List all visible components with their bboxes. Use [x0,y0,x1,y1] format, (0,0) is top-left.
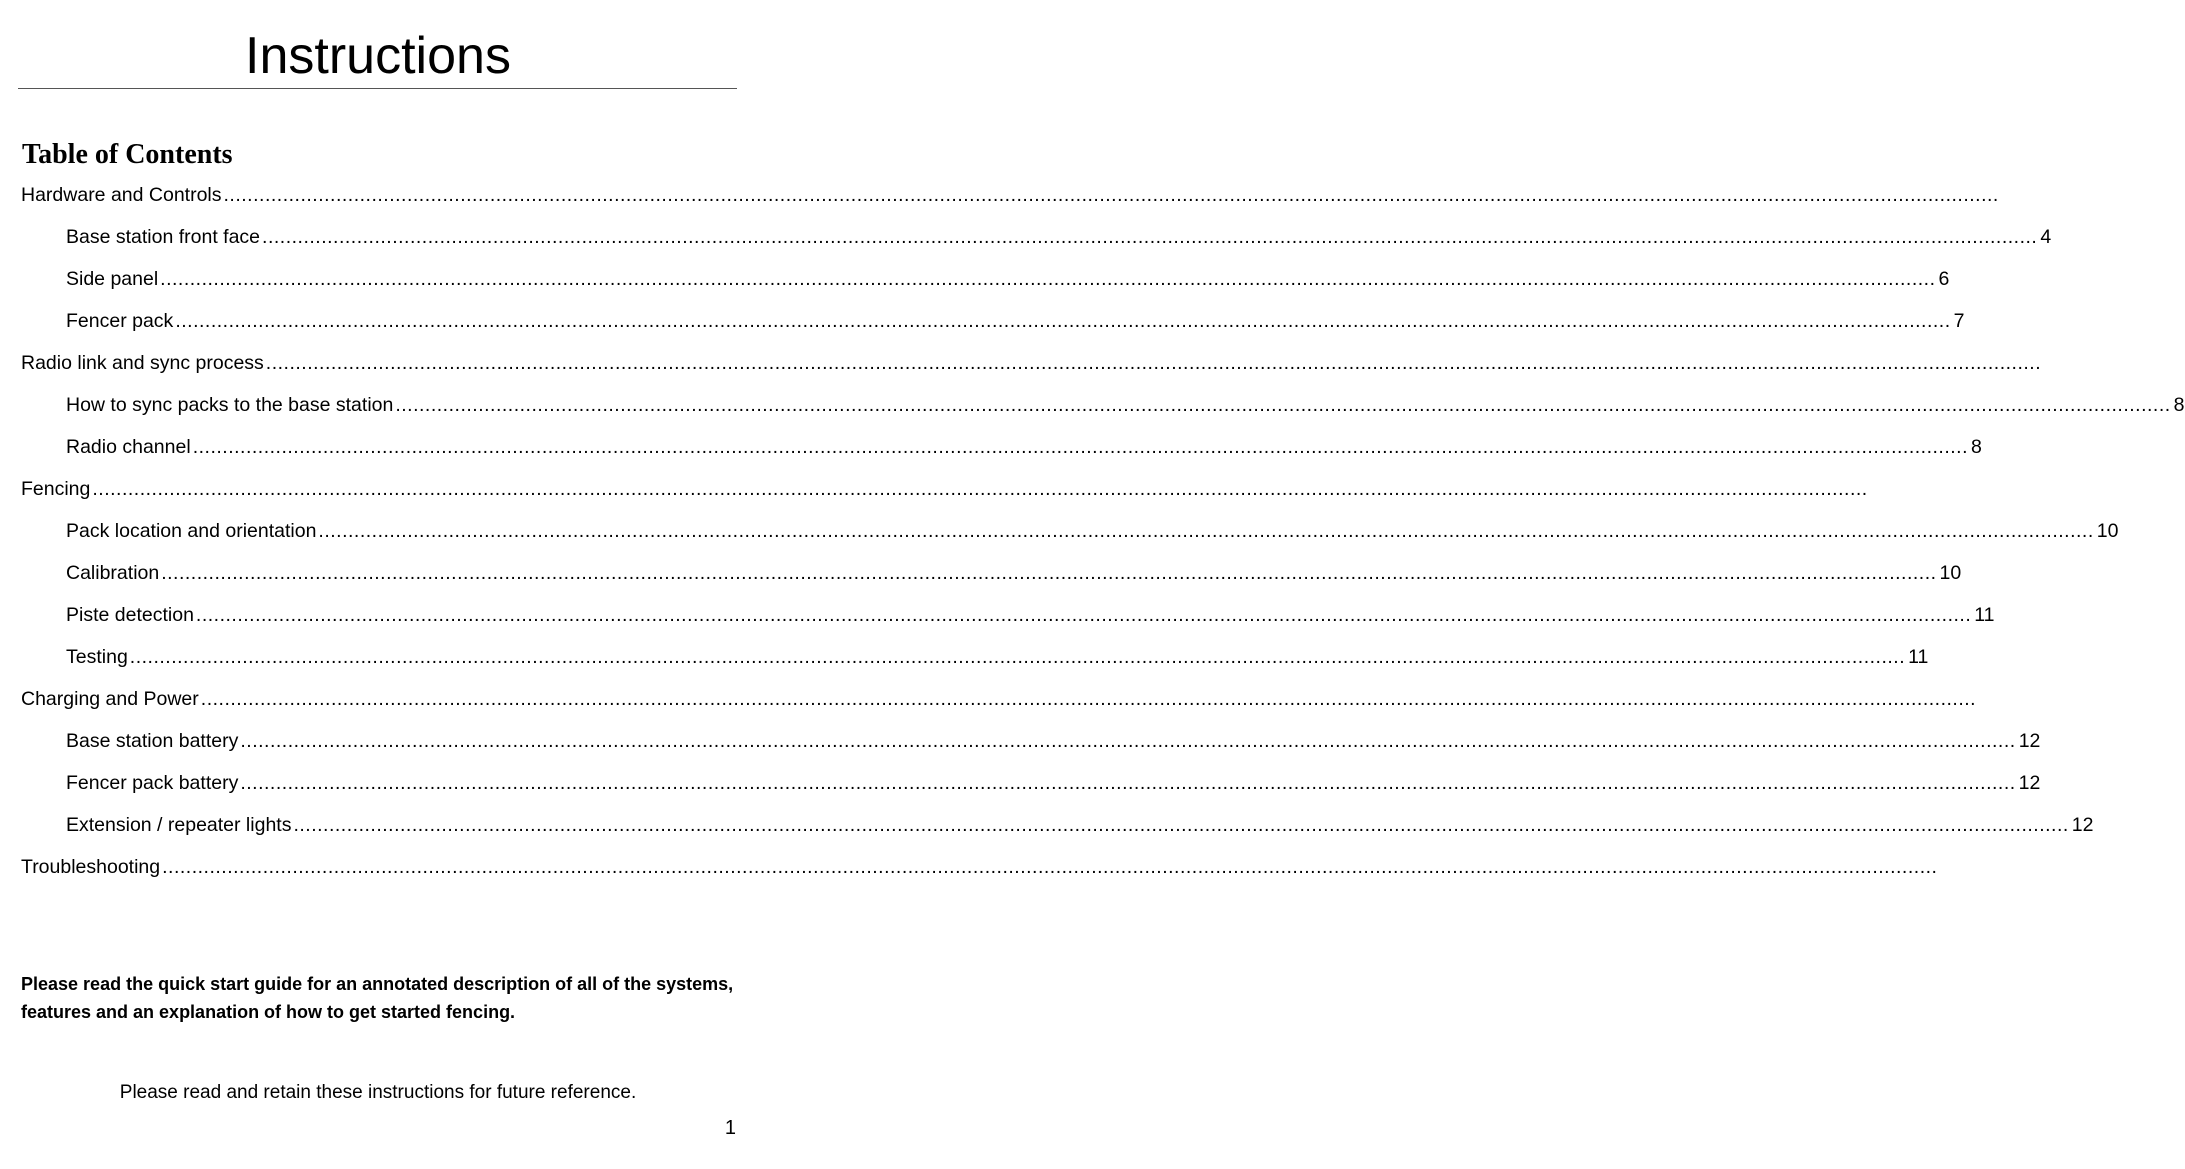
toc-entry-page: 11 [1974,603,1995,626]
toc-entry-label: How to sync packs to the base station [66,393,394,416]
toc-entry[interactable] [0,258,1950,300]
toc-entry[interactable] [0,174,1999,216]
toc-entry[interactable] [0,594,1995,636]
toc-dot-leader: ............................................................................................................................................................................................................................................................................................................ [195,603,1972,626]
toc-entry-label: Pack location and orientation [66,519,317,542]
toc-entry-page: 4 [2040,225,2052,248]
toc-entry[interactable] [0,762,2041,804]
toc-dot-leader: ............................................................................................................................................................................................................................................................................................................ [265,351,2042,374]
toc-entry[interactable] [0,720,2041,762]
toc-entry-label: Base station front face [66,225,261,248]
toc-entry-page: 7 [1953,309,1965,332]
toc-entry-label: Calibration [66,561,160,584]
toc-entry-page: 10 [2096,519,2119,542]
toc-entry-label: Fencer pack battery [66,771,239,794]
toc-entry-label: Charging and Power [21,687,199,710]
toc-entry-page: 12 [2018,729,2041,752]
toc-entry-label: Base station battery [66,729,239,752]
toc-entry-label: Piste detection [66,603,194,626]
title-divider [18,88,737,89]
toc-dot-leader: ............................................................................................................................................................................................................................................................................................................ [92,477,1868,500]
toc-entry-label: Fencer pack [66,309,174,332]
toc-entry[interactable] [0,636,1929,678]
toc-entry-label: Hardware and Controls [21,183,222,206]
toc-dot-leader: ............................................................................................................................................................................................................................................................................................................ [240,771,2016,794]
toc-entry[interactable] [0,552,1962,594]
toc-entry[interactable] [0,216,2052,258]
toc-entry-page: 10 [1939,561,1962,584]
toc-dot-leader: ............................................................................................................................................................................................................................................................................................................ [262,225,2038,248]
toc-entry-page: 6 [1938,267,1950,290]
toc-entry[interactable] [0,300,1965,342]
toc-entry[interactable] [0,846,1938,888]
toc-entry-label: Troubleshooting [21,855,161,878]
toc-entry-page: 12 [2018,771,2041,794]
toc-entry-label: Testing [66,645,128,668]
toc-heading: Table of Contents [22,139,233,170]
toc-dot-leader: ............................................................................................................................................................................................................................................................................................................ [192,435,1969,458]
toc-entry[interactable] [0,468,1868,510]
toc-dot-leader: ............................................................................................................................................................................................................................................................................................................ [175,309,1951,332]
toc-dot-leader: ............................................................................................................................................................................................................................................................................................................ [318,519,2094,542]
toc-entry[interactable] [0,342,2042,384]
toc-entry-page: 12 [2071,813,2094,836]
toc-dot-leader: ............................................................................................................................................................................................................................................................................................................ [395,393,2171,416]
table-of-contents [0,174,2185,888]
page-title: Instructions [245,27,511,85]
quick-start-notice: Please read the quick start guide for an annotated description of all of the systems, features and an explanation of how to get started fencing. [21,974,734,1022]
toc-entry[interactable] [0,804,2094,846]
toc-dot-leader: ............................................................................................................................................................................................................................................................................................................ [162,855,1938,878]
toc-entry[interactable] [0,678,1977,720]
toc-dot-leader: ............................................................................................................................................................................................................................................................................................................ [129,645,1906,668]
toc-dot-leader: ............................................................................................................................................................................................................................................................................................................ [161,561,1937,584]
toc-entry-label: Extension / repeater lights [66,813,292,836]
toc-entry-page: 8 [1971,435,1982,458]
toc-entry[interactable] [0,426,1982,468]
toc-dot-leader: ............................................................................................................................................................................................................................................................................................................ [293,813,2069,836]
toc-entry-label: Radio link and sync process [21,351,264,374]
toc-entry[interactable] [0,384,2185,426]
toc-entry-label: Radio channel [66,435,191,458]
page-number: 1 [724,1117,736,1139]
toc-entry-label: Fencing [21,477,91,500]
toc-entry[interactable] [0,510,2119,552]
toc-dot-leader: ............................................................................................................................................................................................................................................................................................................ [240,729,2016,752]
retain-instructions-note: Please read and retain these instructions for future reference. [119,1082,637,1103]
toc-entry-page: 8 [2173,393,2185,416]
toc-dot-leader: ............................................................................................................................................................................................................................................................................................................ [160,267,1936,290]
toc-entry-label: Side panel [66,267,159,290]
toc-dot-leader: ............................................................................................................................................................................................................................................................................................................ [223,183,1999,206]
toc-entry-page: 11 [1908,645,1929,668]
toc-dot-leader: ............................................................................................................................................................................................................................................................................................................ [200,687,1977,710]
